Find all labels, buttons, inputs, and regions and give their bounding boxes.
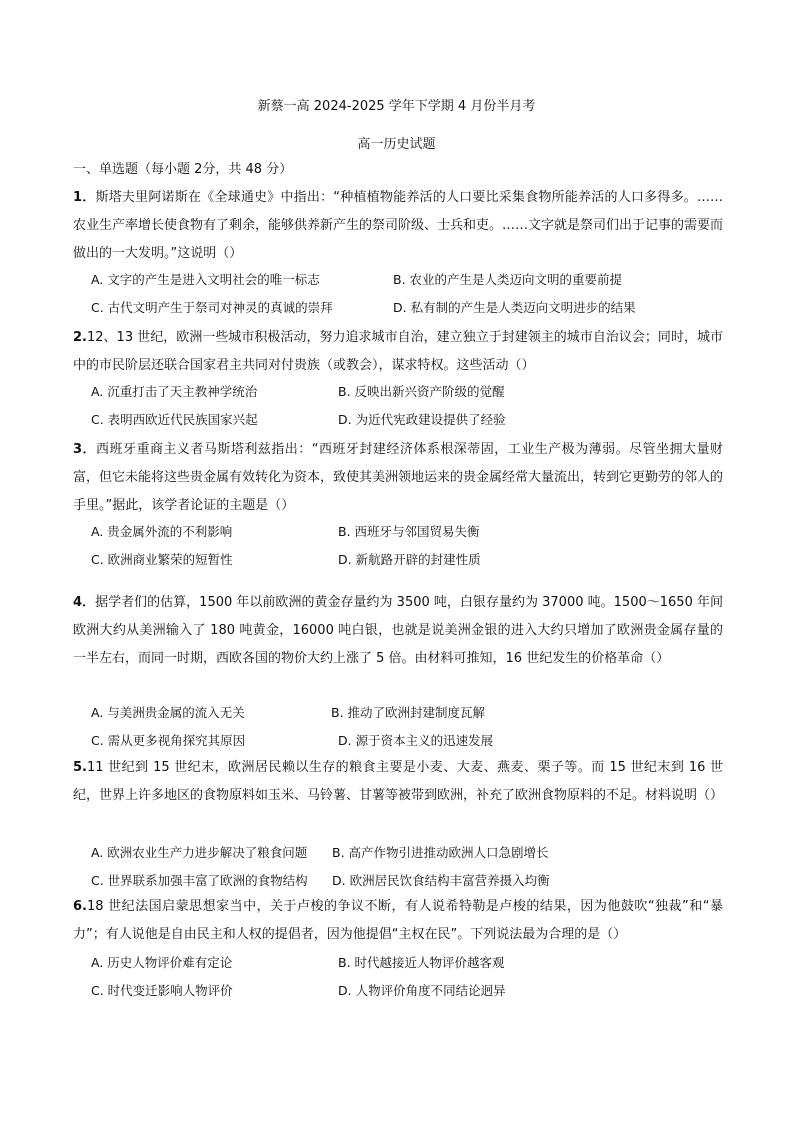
exam-title: 新蔡一高 2024-2025 学年下学期 4 月份半月考 [257, 99, 536, 114]
option-d[interactable]: D. 人物评价角度不同结论迥异 [338, 983, 506, 998]
question-stem: 斯塔夫里阿诺斯在《全球通史》中指出：“种植植物能养活的人口要比采集食物所能养活的人口多得多。……农业生产率增长使食物有了剩余，能够供养新产生的祭司阶级、士兵和吏。……文字就是祭司们出于记事的需要而做出的一大发明。”这说明（） [73, 190, 724, 261]
option-a[interactable]: A. 文字的产生是进入文明社会的唯一标志 [91, 272, 320, 287]
question-number: 5. [73, 760, 87, 775]
question-3-options [91, 518, 711, 574]
option-b[interactable]: B. 西班牙与邻国贸易失衡 [338, 524, 480, 539]
question-5-options [91, 839, 711, 895]
option-c[interactable]: C. 表明西欧近代民族国家兴起 [91, 412, 258, 427]
option-b[interactable]: B. 农业的产生是人类迈向文明的重要前提 [393, 272, 623, 287]
question-1 [73, 184, 723, 268]
question-number: 4． [73, 595, 96, 610]
question-stem: 12、13 世纪，欧洲一些城市积极活动，努力追求城市自治，建立独立于封建领主的城市自治议会；同时，城市中的市民阶层还联合国家君主共同对付贵族（或教会），谋求特权。这些活动（） [73, 330, 723, 373]
option-c[interactable]: C. 时代变迁影响人物评价 [91, 983, 233, 998]
option-c[interactable]: C. 欧洲商业繁荣的短暂性 [91, 552, 233, 567]
option-c[interactable]: C. 古代文明产生于祭司对神灵的真诚的崇拜 [91, 300, 333, 315]
question-1-options [91, 266, 711, 322]
question-stem: 11 世纪到 15 世纪末，欧洲居民赖以生存的粮食主要是小麦、大麦、燕麦、栗子等。而 15 世纪末到 16 世纪，世界上许多地区的食物原料如玉米、马铃薯、甘薯等被带到欧洲，补充了欧洲食物原料的不足。材料说明（） [73, 760, 724, 803]
question-6 [73, 893, 723, 949]
option-a[interactable]: A. 欧洲农业生产力进步解决了粮食问题 [91, 845, 308, 860]
option-a[interactable]: A. 与美洲贵金属的流入无关 [91, 705, 245, 720]
question-number: 2. [73, 330, 87, 345]
question-number: 6. [73, 899, 87, 914]
question-stem: 西班牙重商主义者马斯塔利兹指出：“西班牙封建经济体系根深蒂固，工业生产极为薄弱。尽管坐拥大量财富，但它未能将这些贵金属有效转化为资本，致使其美洲领地运来的贵金属经常大量流出，转到它更勤劳的邻人的手里。”据此，该学者论证的主题是（） [73, 442, 724, 513]
question-number: 1． [73, 190, 96, 205]
question-4-options [91, 699, 711, 755]
option-b[interactable]: B. 推动了欧洲封建制度瓦解 [331, 705, 486, 720]
question-number: 3． [73, 442, 97, 457]
option-a[interactable]: A. 历史人物评价难有定论 [91, 955, 233, 970]
question-stem: 据学者们的估算，1500 年以前欧洲的黄金存量约为 3500 吨，白银存量约为 37000 吨。1500～1650 年间欧洲大约从美洲输入了 180 吨黄金，16000 吨白银，也就是说美洲金银的进入大约只增加了欧洲贵金属存量的一半左右，而同一时期，西欧各国的物价大约上涨了 5 倍。由材料可推知，16 世纪发生的价格革命（） [73, 595, 723, 666]
option-c[interactable]: C. 需从更多视角探究其原因 [91, 733, 246, 748]
option-b[interactable]: B. 反映出新兴资产阶级的觉醒 [338, 384, 505, 399]
question-2-options [91, 378, 711, 434]
question-3 [73, 436, 723, 520]
option-d[interactable]: D. 为近代宪政建设提供了经验 [338, 412, 506, 427]
question-6-options [91, 949, 711, 1005]
question-4 [73, 589, 723, 673]
subject-title: 高一历史试题 [357, 137, 436, 152]
option-b[interactable]: B. 时代越接近人物评价越客观 [338, 955, 505, 970]
section-heading: 一、单选题（每小题 2分，共 48 分） [73, 162, 293, 177]
option-d[interactable]: D. 源于资本主义的迅速发展 [338, 733, 494, 748]
option-a[interactable]: A. 贵金属外流的不利影响 [91, 524, 233, 539]
question-2 [73, 324, 723, 380]
option-b[interactable]: B. 高产作物引进推动欧洲人口急剧增长 [332, 845, 549, 860]
option-d[interactable]: D. 新航路开辟的封建性质 [338, 552, 481, 567]
option-d[interactable]: D. 私有制的产生是人类迈向文明进步的结果 [393, 300, 636, 315]
question-stem: 18 世纪法国启蒙思想家当中，关于卢梭的争议不断，有人说希特勒是卢梭的结果，因为他鼓吹“独裁”和“暴力”；有人说他是自由民主和人权的提倡者，因为他提倡“主权在民”。下列说法最为合理的是（） [73, 899, 723, 942]
option-c[interactable]: C. 世界联系加强丰富了欧洲的食物结构 [91, 873, 308, 888]
option-a[interactable]: A. 沉重打击了天主教神学统治 [91, 384, 258, 399]
option-d[interactable]: D. 欧洲居民饮食结构丰富营养摄入均衡 [332, 873, 550, 888]
question-5 [73, 754, 723, 810]
